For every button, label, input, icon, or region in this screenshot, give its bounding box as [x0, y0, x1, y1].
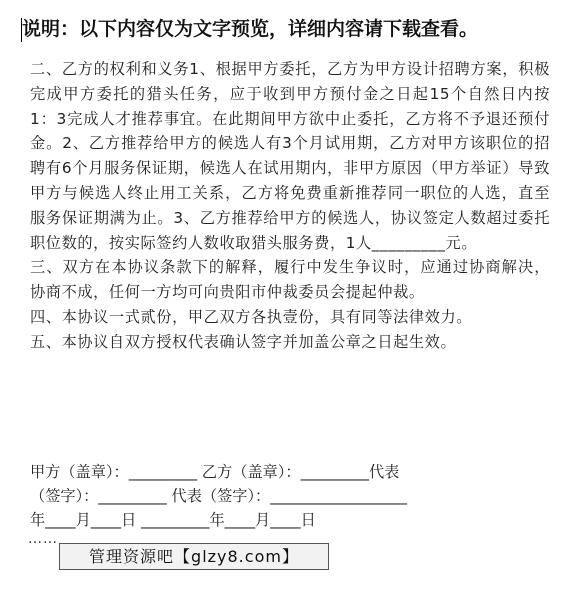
signature-line-3: 年____月____日 _________年____月____日: [30, 511, 316, 529]
contract-body: [30, 57, 550, 355]
clause-5: 五、本协议自双方授权代表确认签字并加盖公章之日起生效。: [30, 332, 457, 351]
signature-line-1: 甲方（盖章）：_________ 乙方（盖章）：_________代表: [30, 463, 400, 481]
signature-line-2: （签字）：_________ 代表（签字）：__________________: [30, 487, 407, 505]
ellipsis: ……: [28, 531, 58, 547]
clause-4: 四、本协议一式贰份，甲乙双方各执壹份，具有同等法律效力。: [30, 307, 473, 326]
clause-2: 二、乙方的权利和义务1、根据甲方委托，乙方为甲方设计招聘方案，积极完成甲方委托的猎头任务，应于收到甲方预付金之日起15个自然日内按1：3完成人才推荐事宜。在此期间甲方欲中止委托，乙方将不予退还预付金。2、乙方推荐给甲方的候选人有3个月试用期，乙方对甲方该职位的招聘有6个月服务保证期，候选人在试用期内，非甲方原因（甲方举证）导致甲方与候选人终止用工关系，乙方将免费重新推荐同一职位的人选，直至服务保证期满为止。3、乙方推荐给甲方的候选人，协议签定人数超过委托职位数的，按实际签约人数收取猎头服务费，1人_________元。: [30, 60, 550, 252]
preview-notice: 说明：以下内容仅为文字预览，详细内容请下载查看。: [22, 18, 479, 40]
signature-block: [30, 460, 570, 532]
clause-3: 三、双方在本协议条款下的解释，履行中发生争议时，应通过协商解决，协商不成，任何一方均可向贵阳市仲裁委员会提起仲裁。: [30, 258, 550, 302]
watermark-badge: 管理资源吧【glzy8.com】: [59, 543, 329, 570]
